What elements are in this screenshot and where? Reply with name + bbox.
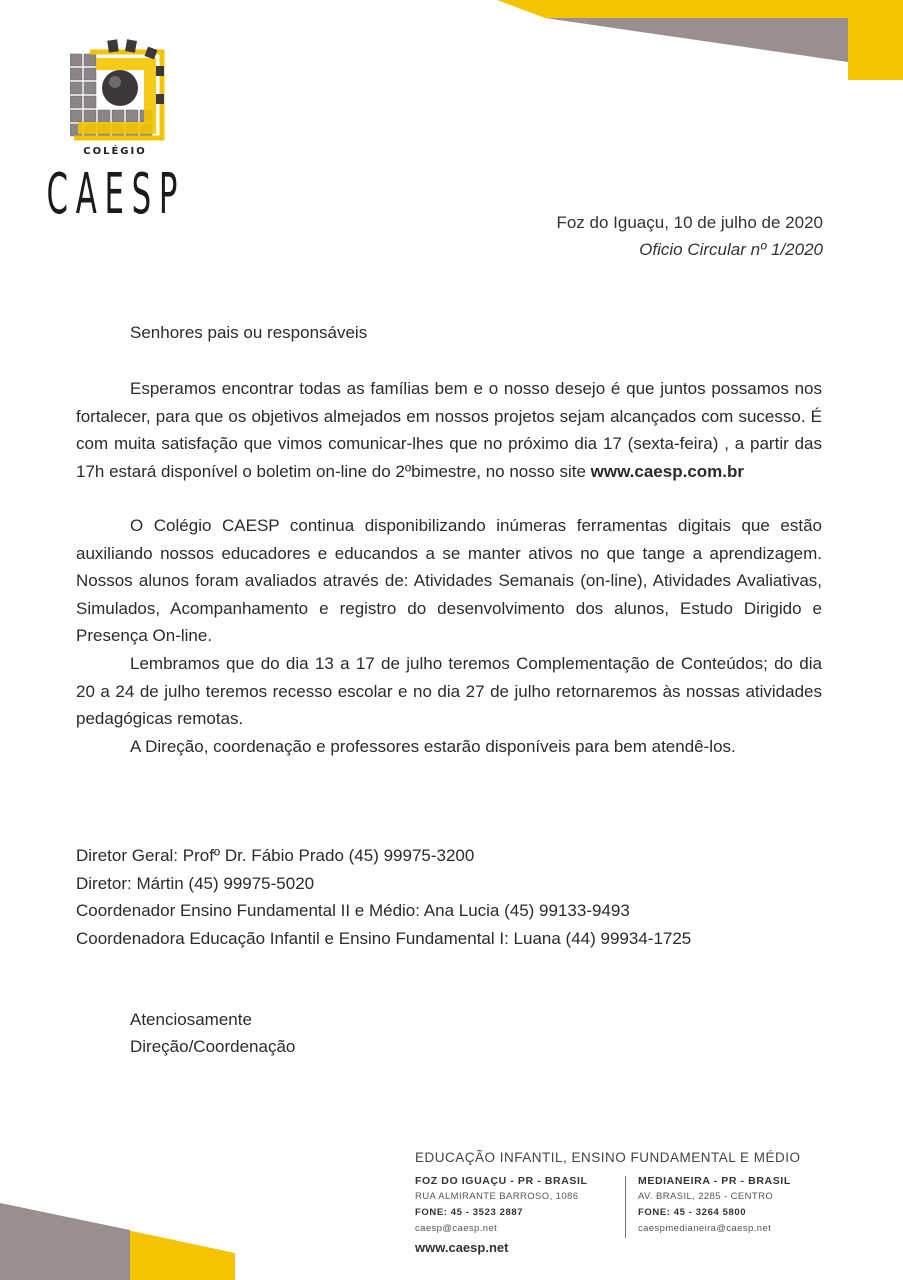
footer-medianeira-city: MEDIANEIRA - PR - BRASIL bbox=[638, 1175, 791, 1187]
footer-foz-address: RUA ALMIRANTE BARROSO, 1086 bbox=[415, 1191, 579, 1202]
footer-title: EDUCAÇÃO INFANTIL, ENSINO FUNDAMENTAL E MÉDIO bbox=[415, 1150, 801, 1165]
logo-wordmark: CAESP bbox=[46, 162, 186, 227]
closing-line: Atenciosamente bbox=[130, 1010, 252, 1029]
footer-foz-block bbox=[415, 1173, 588, 1237]
footer-medianeira-phone: FONE: 45 - 3264 5800 bbox=[638, 1207, 747, 1218]
contact-line: Diretor: Mártin (45) 99975-5020 bbox=[76, 873, 315, 893]
footer-foz-email[interactable]: caesp@caesp.net bbox=[415, 1223, 498, 1234]
contact-line: Coordenador Ensino Fundamental II e Médio: Ana Lucia (45) 99133-9493 bbox=[76, 901, 630, 920]
logo-subtitle: COLÉGIO bbox=[83, 146, 147, 157]
signature-line: Direção/Coordenação bbox=[130, 1037, 296, 1056]
footer-divider bbox=[625, 1176, 626, 1238]
letter-date: Foz do Iguaçu, 10 de julho de 2020 bbox=[556, 213, 823, 232]
contact-line: Coordenadora Educação Infantil e Ensino Fundamental I: Luana (44) 99934-1725 bbox=[76, 928, 692, 948]
contact-line: Diretor Geral: Profº Dr. Fábio Prado (45) 99975-3200 bbox=[76, 846, 475, 865]
footer-medianeira-address: AV. BRASIL, 2285 - CENTRO bbox=[638, 1191, 774, 1202]
footer-foz-phone: FONE: 45 - 3523 2887 bbox=[415, 1207, 524, 1218]
closing bbox=[130, 1006, 295, 1060]
contacts-list bbox=[76, 842, 691, 952]
footer-medianeira-email[interactable]: caespmedianeira@caesp.net bbox=[638, 1223, 772, 1234]
site-link[interactable]: www.caesp.com.br bbox=[590, 461, 744, 481]
paragraph-2: O Colégio CAESP continua disponibilizando inúmeras ferramentas digitais que estão auxiliando nossos educadores e educandos a se manter ativos no que tange a aprendizagem. Nossos alunos foram avaliados através de: Atividades Semanais (on-line), Atividades Avaliativas, Simulados, Acompanhamento e registro do desenvolvimento dos alunos, Estudo Dirigido e Presença On-line. bbox=[76, 516, 822, 645]
paragraph-1: Esperamos encontrar todas as famílias bem e o nosso desejo é que juntos possamos nos fortalecer, para que os objetivos almejados em nossos projetos sejam alcançados com sucesso. É com muita satisfação que vimos comunicar-lhes que no próximo dia 17 (sexta-feira) , a partir das 17h estará disponível o boletim on-line do 2ºbimestre, no nosso site www.caesp.com.br bbox=[76, 379, 822, 481]
letter-reference: Oficio Circular nº 1/2020 bbox=[639, 240, 823, 259]
footer-medianeira-block bbox=[638, 1173, 791, 1237]
footer-foz-city: FOZ DO IGUAÇU - PR - BRASIL bbox=[415, 1175, 588, 1187]
footer-website[interactable]: www.caesp.net bbox=[415, 1240, 509, 1255]
caesp-logo-mark bbox=[70, 38, 170, 142]
letter-salutation: Senhores pais ou responsáveis bbox=[130, 323, 368, 342]
paragraph-4: A Direção, coordenação e professores estarão disponíveis para bem atendê-los. bbox=[130, 737, 736, 756]
paragraph-3: Lembramos que do dia 13 a 17 de julho teremos Complementação de Conteúdos; do dia 20 a 24 de julho teremos recesso escolar e no dia 27 de julho retornaremos às nossas atividades pedagógicas remotas. bbox=[76, 654, 822, 728]
